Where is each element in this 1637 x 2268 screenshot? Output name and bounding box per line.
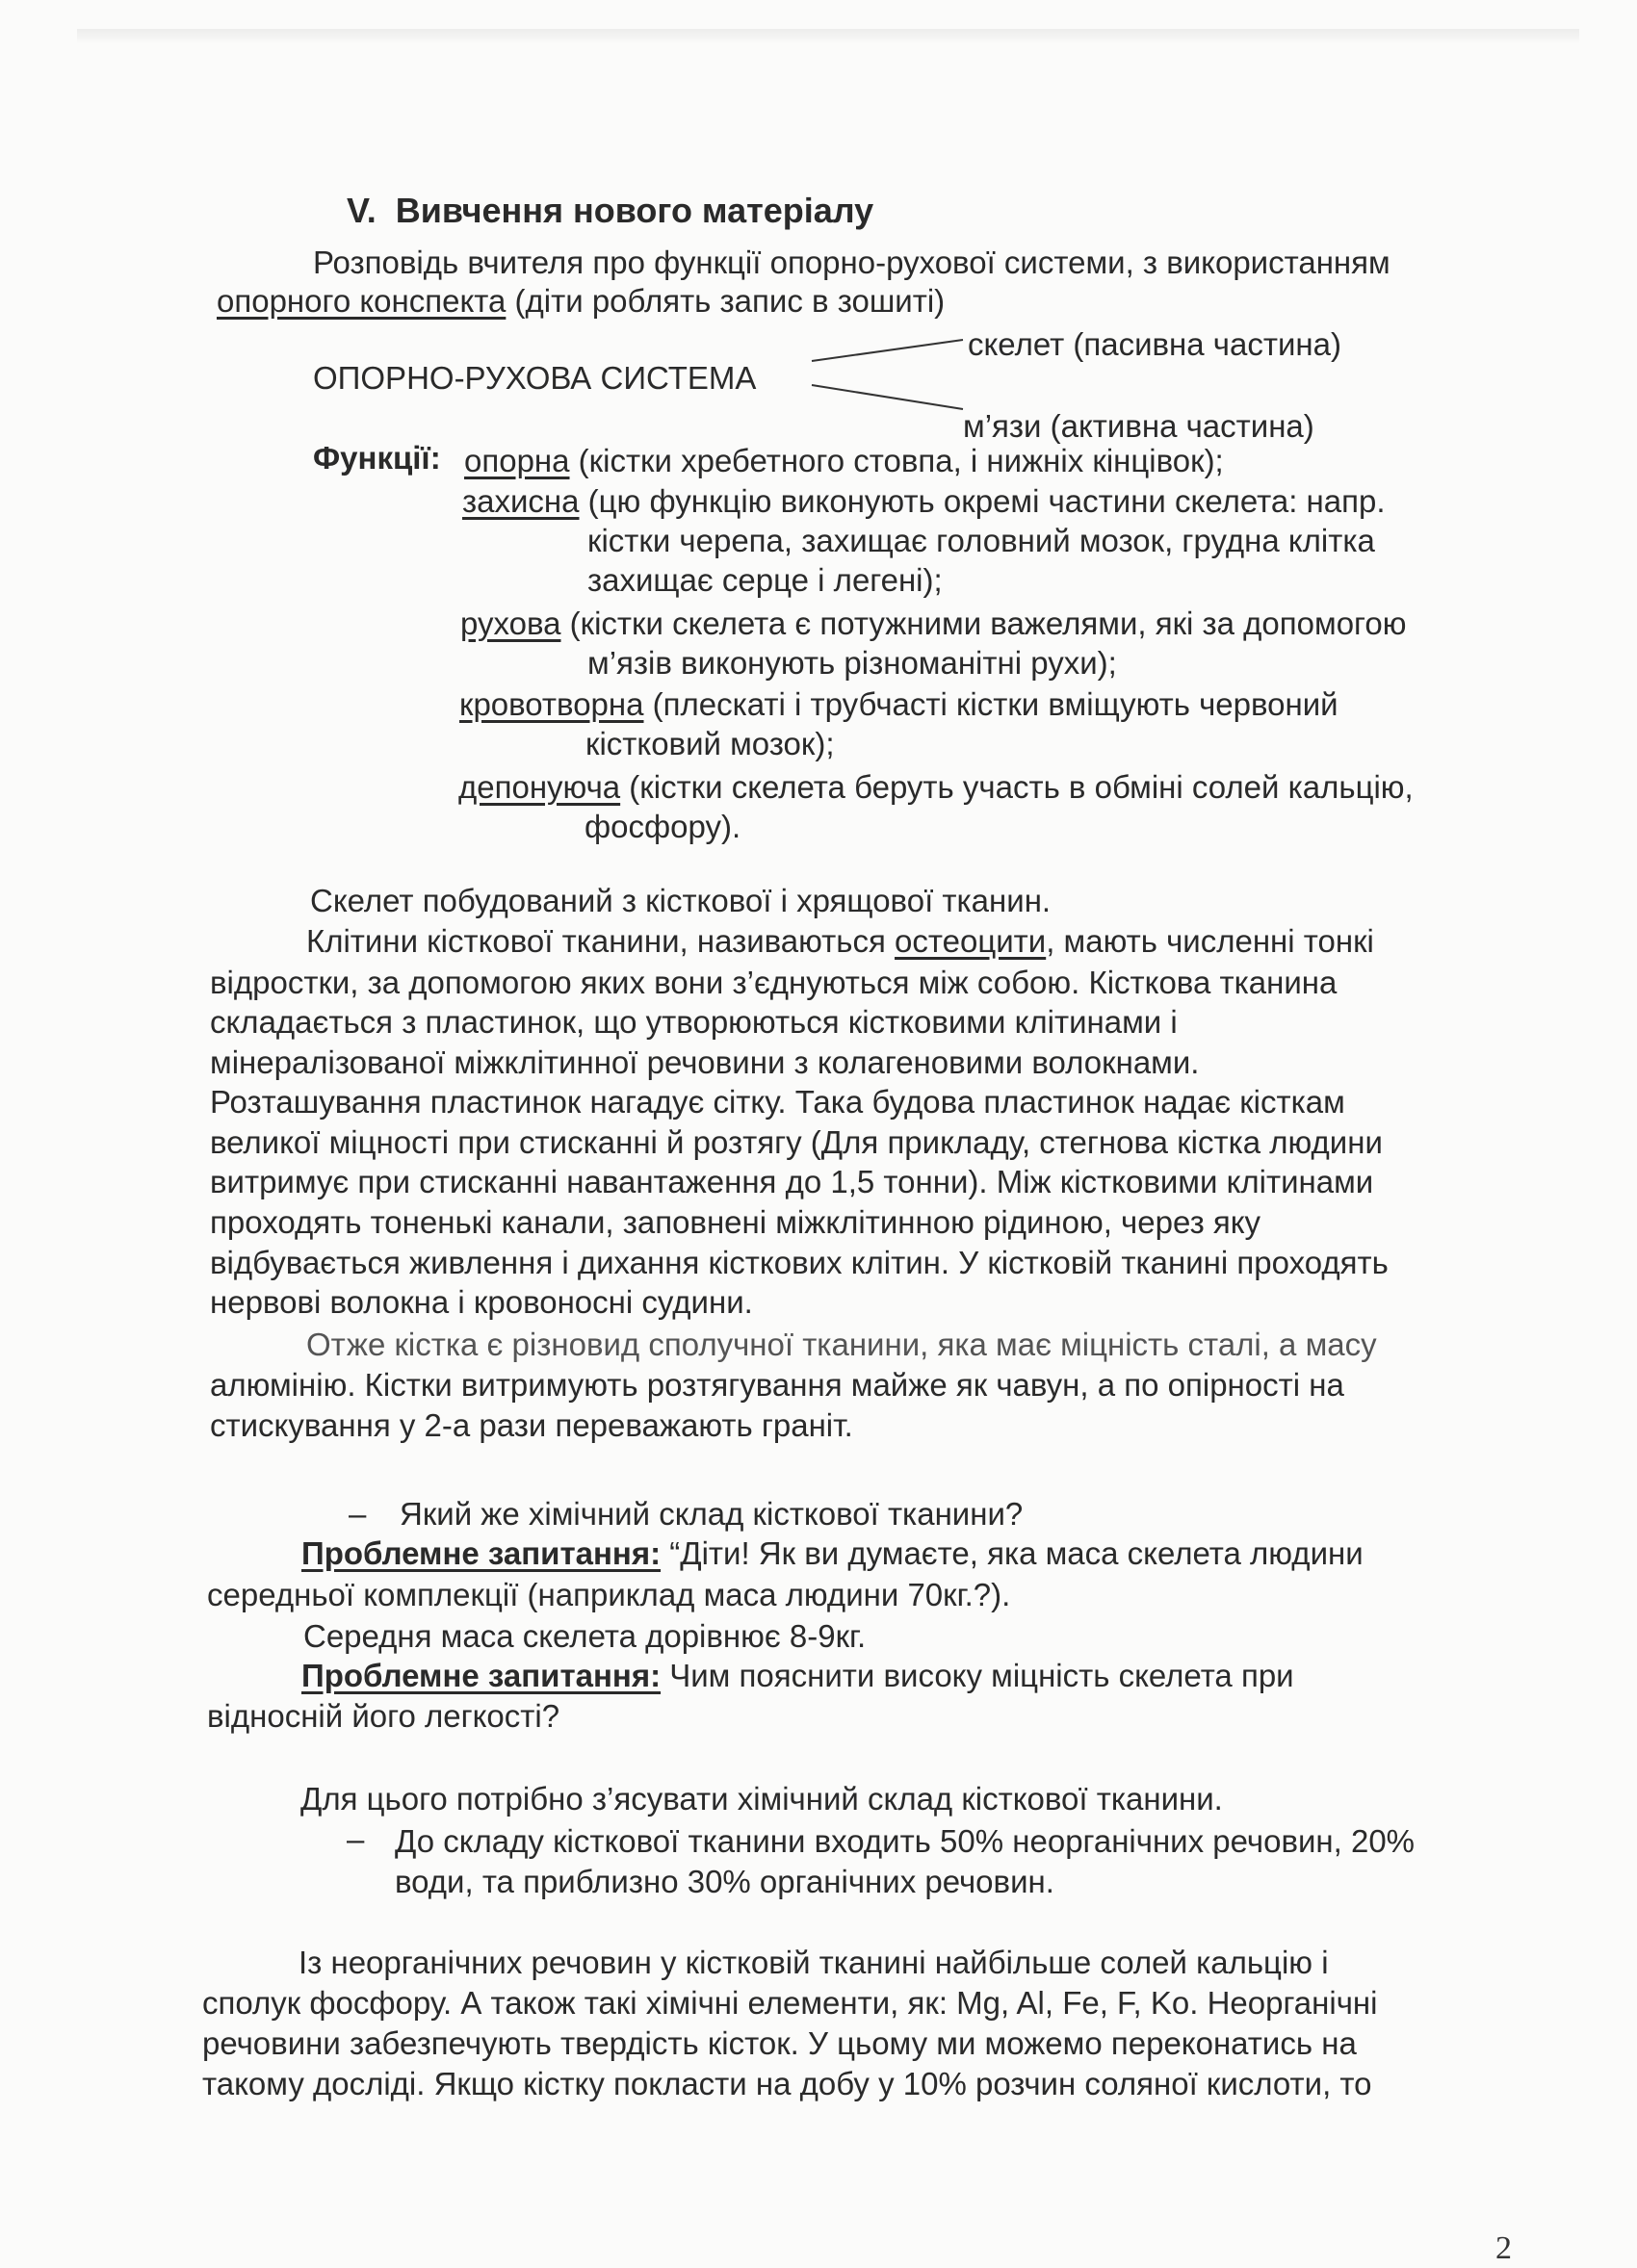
function-name: кровотворна <box>459 686 644 722</box>
paragraph-inorganic-first: Із неорганічних речовин у кістковій тканині найбільше солей кальцію і <box>299 1945 1329 1980</box>
function-item-support <box>464 441 1224 480</box>
function-desc: (цю функцію виконують окремі частини скелета: напр. <box>579 483 1386 519</box>
functions-label: Функції: <box>313 440 441 476</box>
section-number: V. <box>347 191 377 230</box>
function-desc-cont: фосфору). <box>585 809 741 844</box>
diagram-branch-muscles: м’язи (активна частина) <box>963 408 1314 444</box>
function-desc-cont: м’язів виконують різноманітні рухи); <box>587 645 1117 681</box>
bullet-composition-line-1: До складу кісткової тканини входить 50% неорганічних речовин, 20% <box>395 1823 1416 1859</box>
function-desc: (кістки скелета беруть участь в обміні солей кальцію, <box>620 769 1414 805</box>
paragraph-line: стискування у 2-а рази переважають граніт. <box>210 1407 853 1443</box>
paragraph-line: відростки, за допомогою яких вони з’єднуються між собою. Кісткова тканина <box>210 965 1338 1000</box>
page-number: 2 <box>1495 2230 1512 2266</box>
paragraph-line: такому досліді. Якщо кістку покласти на добу у 10% розчин соляної кислоти, то <box>202 2066 1372 2101</box>
paragraph-chemical: Для цього потрібно з’ясувати хімічний склад кісткової тканини. <box>300 1781 1223 1817</box>
question-composition: Який же хімічний склад кісткової тканини? <box>400 1496 1024 1532</box>
function-name: опорна <box>464 443 570 478</box>
problem-question-1 <box>301 1533 1364 1573</box>
paragraph-skeleton: Скелет побудований з кісткової і хрящової тканин. <box>310 883 1052 918</box>
paragraph-line: нервові волокна і кровоносні судини. <box>210 1284 753 1320</box>
paragraph-line: Розташування пластинок нагадує сітку. Така будова пластинок надає кісткам <box>210 1084 1345 1120</box>
intro-line-1: Розповідь вчителя про функції опорно-рухової системи, з використанням <box>313 245 1390 280</box>
function-item-protective <box>462 481 1386 521</box>
section-title: Вивчення нового матеріалу <box>395 191 874 230</box>
paragraph-line: сполук фосфору. А також такі хімічні елементи, як: Mg, Al, Fe, F, Ko. Неорганічні <box>202 1985 1378 2021</box>
function-desc-cont: кістковий мозок); <box>585 726 835 761</box>
text: Клітини кісткової тканини, називаються <box>306 923 896 959</box>
term-osteocytes: остеоцити <box>895 923 1047 959</box>
function-item-motor <box>460 604 1406 643</box>
diagram-branch-skeleton: скелет (пасивна частина) <box>968 326 1341 362</box>
problem-text: “Діти! Як ви думаєте, яка маса скелета людини <box>661 1535 1364 1571</box>
problem-text: Чим пояснити високу міцність скелета при <box>661 1658 1294 1693</box>
function-name: захисна <box>462 483 580 519</box>
function-desc: (плескаті і трубчасті кістки вміщують червоний <box>643 686 1338 722</box>
problem-question-2-cont: відносній його легкості? <box>207 1698 560 1734</box>
paragraph-line: алюмінію. Кістки витримують розтягування майже як чавун, а по опірності на <box>210 1367 1344 1403</box>
bullet-composition-line-2: води, та приблизно 30% органічних речовин. <box>395 1864 1054 1899</box>
paragraph-bone-strength: Отже кістка є різновид сполучної тканини, яка має міцність сталі, а масу <box>306 1327 1377 1362</box>
problem-question-1-cont: середньої комплекції (наприклад маса людини 70кг.?). <box>207 1577 1011 1612</box>
answer-skeleton-mass: Середня маса скелета дорівнює 8-9кг. <box>303 1618 867 1654</box>
function-name: рухова <box>460 606 561 641</box>
text: , мають численні тонкі <box>1046 923 1374 959</box>
function-item-hematopoietic <box>459 684 1338 724</box>
paragraph-line: великої міцності при стисканні й розтягу (Для прикладу, стегнова кістка людини <box>210 1124 1383 1160</box>
paragraph-line: відбувається живлення і дихання кісткових клітин. У кістковій тканині проходять <box>210 1245 1389 1280</box>
paragraph-line: речовини забезпечують твердість кісток. У цьому ми можемо переконатись на <box>202 2025 1357 2061</box>
function-desc: (кістки хребетного стовпа, і нижніх кінцівок); <box>569 443 1224 478</box>
dash-marker: – <box>349 1496 367 1532</box>
intro-underlined-term: опорного конспекта <box>217 283 507 319</box>
problem-label: Проблемне запитання: <box>301 1658 662 1693</box>
paragraph-line: витримує при стисканні навантаження до 1,5 тонни). Між кістковими клітинами <box>210 1164 1374 1199</box>
problem-label: Проблемне запитання: <box>301 1535 662 1571</box>
paragraph-osteocytes-first <box>306 921 1374 961</box>
function-name: депонуюча <box>458 769 621 805</box>
function-item-depot <box>458 767 1414 807</box>
paragraph-line: мінералізованої міжклітинної речовини з колагеновими волокнами. <box>210 1044 1200 1080</box>
function-desc-cont: захищає серце і легені); <box>587 562 943 598</box>
function-desc-cont: кістки черепа, захищає головний мозок, грудна клітка <box>587 523 1375 558</box>
diagram-root: ОПОРНО-РУХОВА СИСТЕМА <box>313 360 757 396</box>
problem-question-2 <box>301 1656 1294 1695</box>
intro-line-2-rest: (діти роблять запис в зошиті) <box>506 283 946 319</box>
paragraph-line: складається з пластинок, що утворюються кістковими клітинами і <box>210 1004 1178 1040</box>
dash-marker: – <box>347 1821 365 1857</box>
function-desc: (кістки скелета є потужними важелями, які за допомогою <box>560 606 1407 641</box>
paragraph-line: проходять тоненькі канали, заповнені міжклітинною рідиною, через яку <box>210 1204 1261 1240</box>
